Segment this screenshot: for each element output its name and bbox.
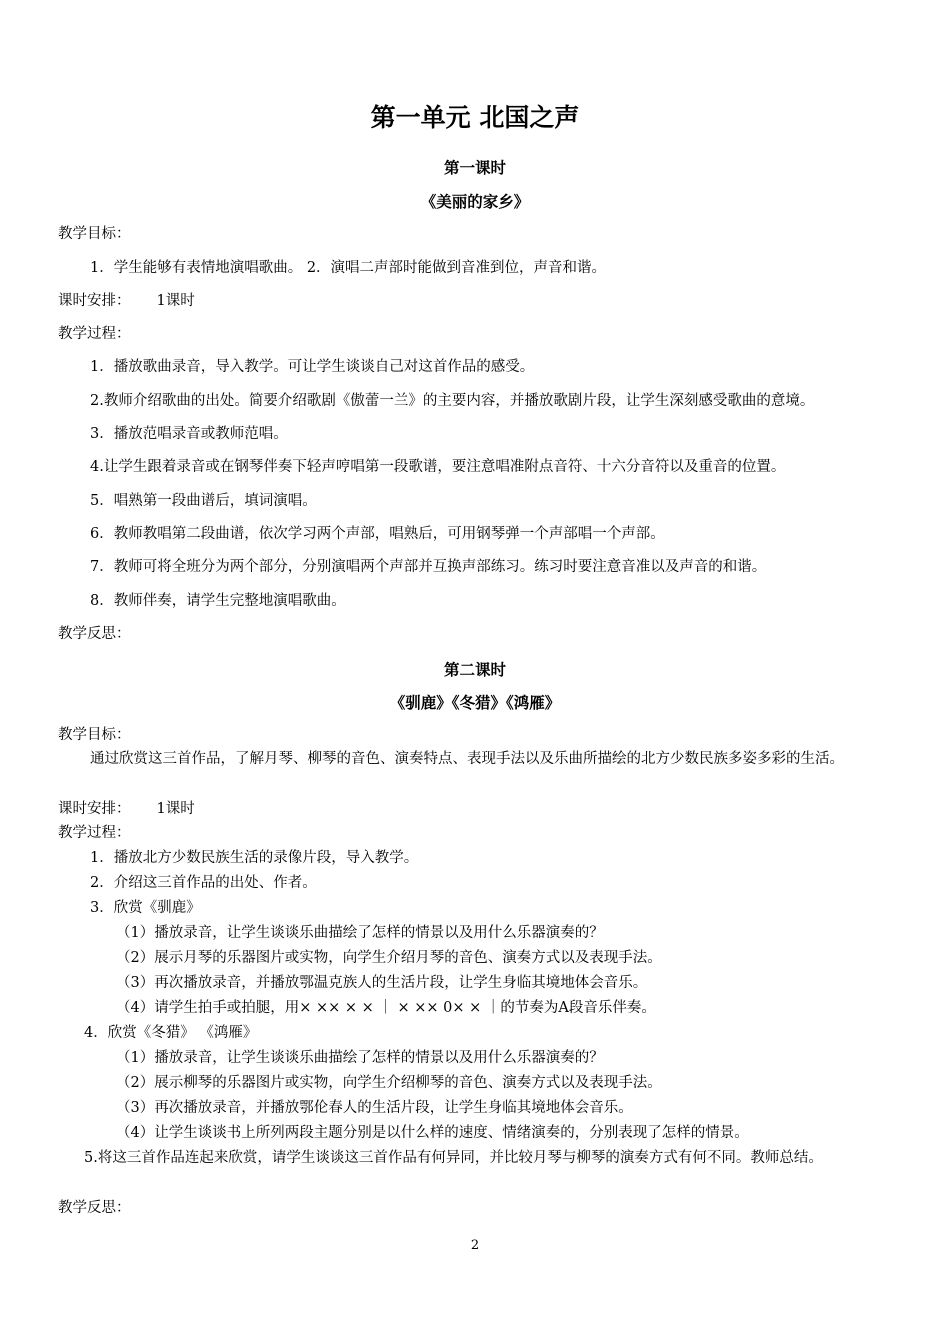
lesson1-step: 2.教师介绍歌曲的出处。简要介绍歌剧《傲蕾一兰》的主要内容，并播放歌剧片段，让学生深刻感受歌曲的意境。 [90, 393, 815, 409]
lesson2-step4-sub: （3）再次播放录音，并播放鄂伦春人的生活片段，让学生身临其境地体会音乐。 [116, 1100, 633, 1116]
lesson1-process-label: 教学过程： [58, 326, 131, 342]
lesson1-step: 8．教师伴奏，请学生完整地演唱歌曲。 [90, 593, 346, 609]
lesson2-step3-sub: （2）展示月琴的乐器图片或实物，向学生介绍月琴的音色、演奏方式以及表现手法。 [116, 950, 662, 966]
lesson2-process-label: 教学过程： [58, 825, 131, 841]
lesson2-step4-sub: （1）播放录音，让学生谈谈乐曲描绘了怎样的情景以及用什么乐器演奏的？ [116, 1050, 604, 1066]
lesson2-schedule-label: 课时安排： [58, 801, 131, 817]
lesson2-step4: 4．欣赏《冬猎》 《鸿雁》 [84, 1025, 258, 1041]
lesson2-step3-sub: （1）播放录音，让学生谈谈乐曲描绘了怎样的情景以及用什么乐器演奏的？ [116, 925, 604, 941]
lesson2-heading: 第二课时 [443, 661, 506, 679]
lesson1-step: 6．教师教唱第二段曲谱，依次学习两个声部，唱熟后，可用钢琴弹一个声部唱一个声部。 [90, 526, 665, 542]
lesson2-schedule [58, 799, 195, 819]
lesson2-reflection-label: 教学反思： [58, 1200, 131, 1216]
lesson2-step5: 5.将这三首作品连起来欣赏，请学生谈谈这三首作品有何异同，并比较月琴与柳琴的演奏方式有何不同。教师总结。 [84, 1150, 823, 1166]
lesson1-schedule-value: 1课时 [156, 293, 195, 309]
lesson1-goal-label: 教学目标： [58, 226, 131, 242]
lesson1-heading: 第一课时 [443, 159, 506, 177]
lesson1-reflection-label: 教学反思： [58, 626, 131, 642]
lesson2-song-title: 《驯鹿》《冬猎》《鸿雁》 [389, 694, 561, 712]
lesson2-step4-sub: （4）让学生谈谈书上所列两段主题分别是以什么样的速度、情绪演奏的，分别表现了怎样的情景。 [116, 1125, 749, 1141]
lesson2-step4-sub: （2）展示柳琴的乐器图片或实物，向学生介绍柳琴的音色、演奏方式以及表现手法。 [116, 1075, 662, 1091]
lesson1-schedule [58, 291, 195, 311]
lesson2-step3: 3．欣赏《驯鹿》 [90, 900, 201, 916]
lesson1-step: 3．播放范唱录音或教师范唱。 [90, 426, 288, 442]
lesson1-step: 4.让学生跟着录音或在钢琴伴奏下轻声哼唱第一段歌谱，要注意唱准附点音符、十六分音符以及重音的位置。 [90, 459, 786, 475]
lesson1-song-title: 《美丽的家乡》 [420, 193, 530, 211]
lesson2-step3-sub: （3）再次播放录音，并播放鄂温克族人的生活片段，让学生身临其境地体会音乐。 [116, 975, 648, 991]
page-number: 2 [470, 1238, 480, 1253]
lesson2-step3-sub: （4）请学生拍手或拍腿，用× ×× × × ｜ × ×× 0× × ｜的节奏为A段音乐伴奏。 [116, 1000, 656, 1016]
lesson1-step: 7．教师可将全班分为两个部分，分别演唱两个声部并互换声部练习。练习时要注意音准以及声音的和谐。 [90, 559, 767, 575]
lesson2-step2: 2．介绍这三首作品的出处、作者。 [90, 875, 317, 891]
lesson2-goal-label: 教学目标： [58, 727, 131, 743]
lesson1-schedule-label: 课时安排： [58, 293, 131, 309]
lesson1-goal-text: 1．学生能够有表情地演唱歌曲。 2．演唱二声部时能做到音准到位，声音和谐。 [90, 260, 607, 276]
unit-title: 第一单元 北国之声 [370, 103, 580, 132]
lesson2-goal-text: 通过欣赏这三首作品，了解月琴、柳琴的音色、演奏特点、表现手法以及乐曲所描绘的北方少数民族多姿多彩的生活。 [90, 751, 844, 767]
lesson1-step: 5．唱熟第一段曲谱后，填词演唱。 [90, 493, 317, 509]
lesson2-schedule-value: 1课时 [156, 801, 195, 817]
lesson1-step: 1．播放歌曲录音，导入教学。可让学生谈谈自己对这首作品的感受。 [90, 359, 535, 375]
lesson2-step1: 1．播放北方少数民族生活的录像片段，导入教学。 [90, 850, 419, 866]
